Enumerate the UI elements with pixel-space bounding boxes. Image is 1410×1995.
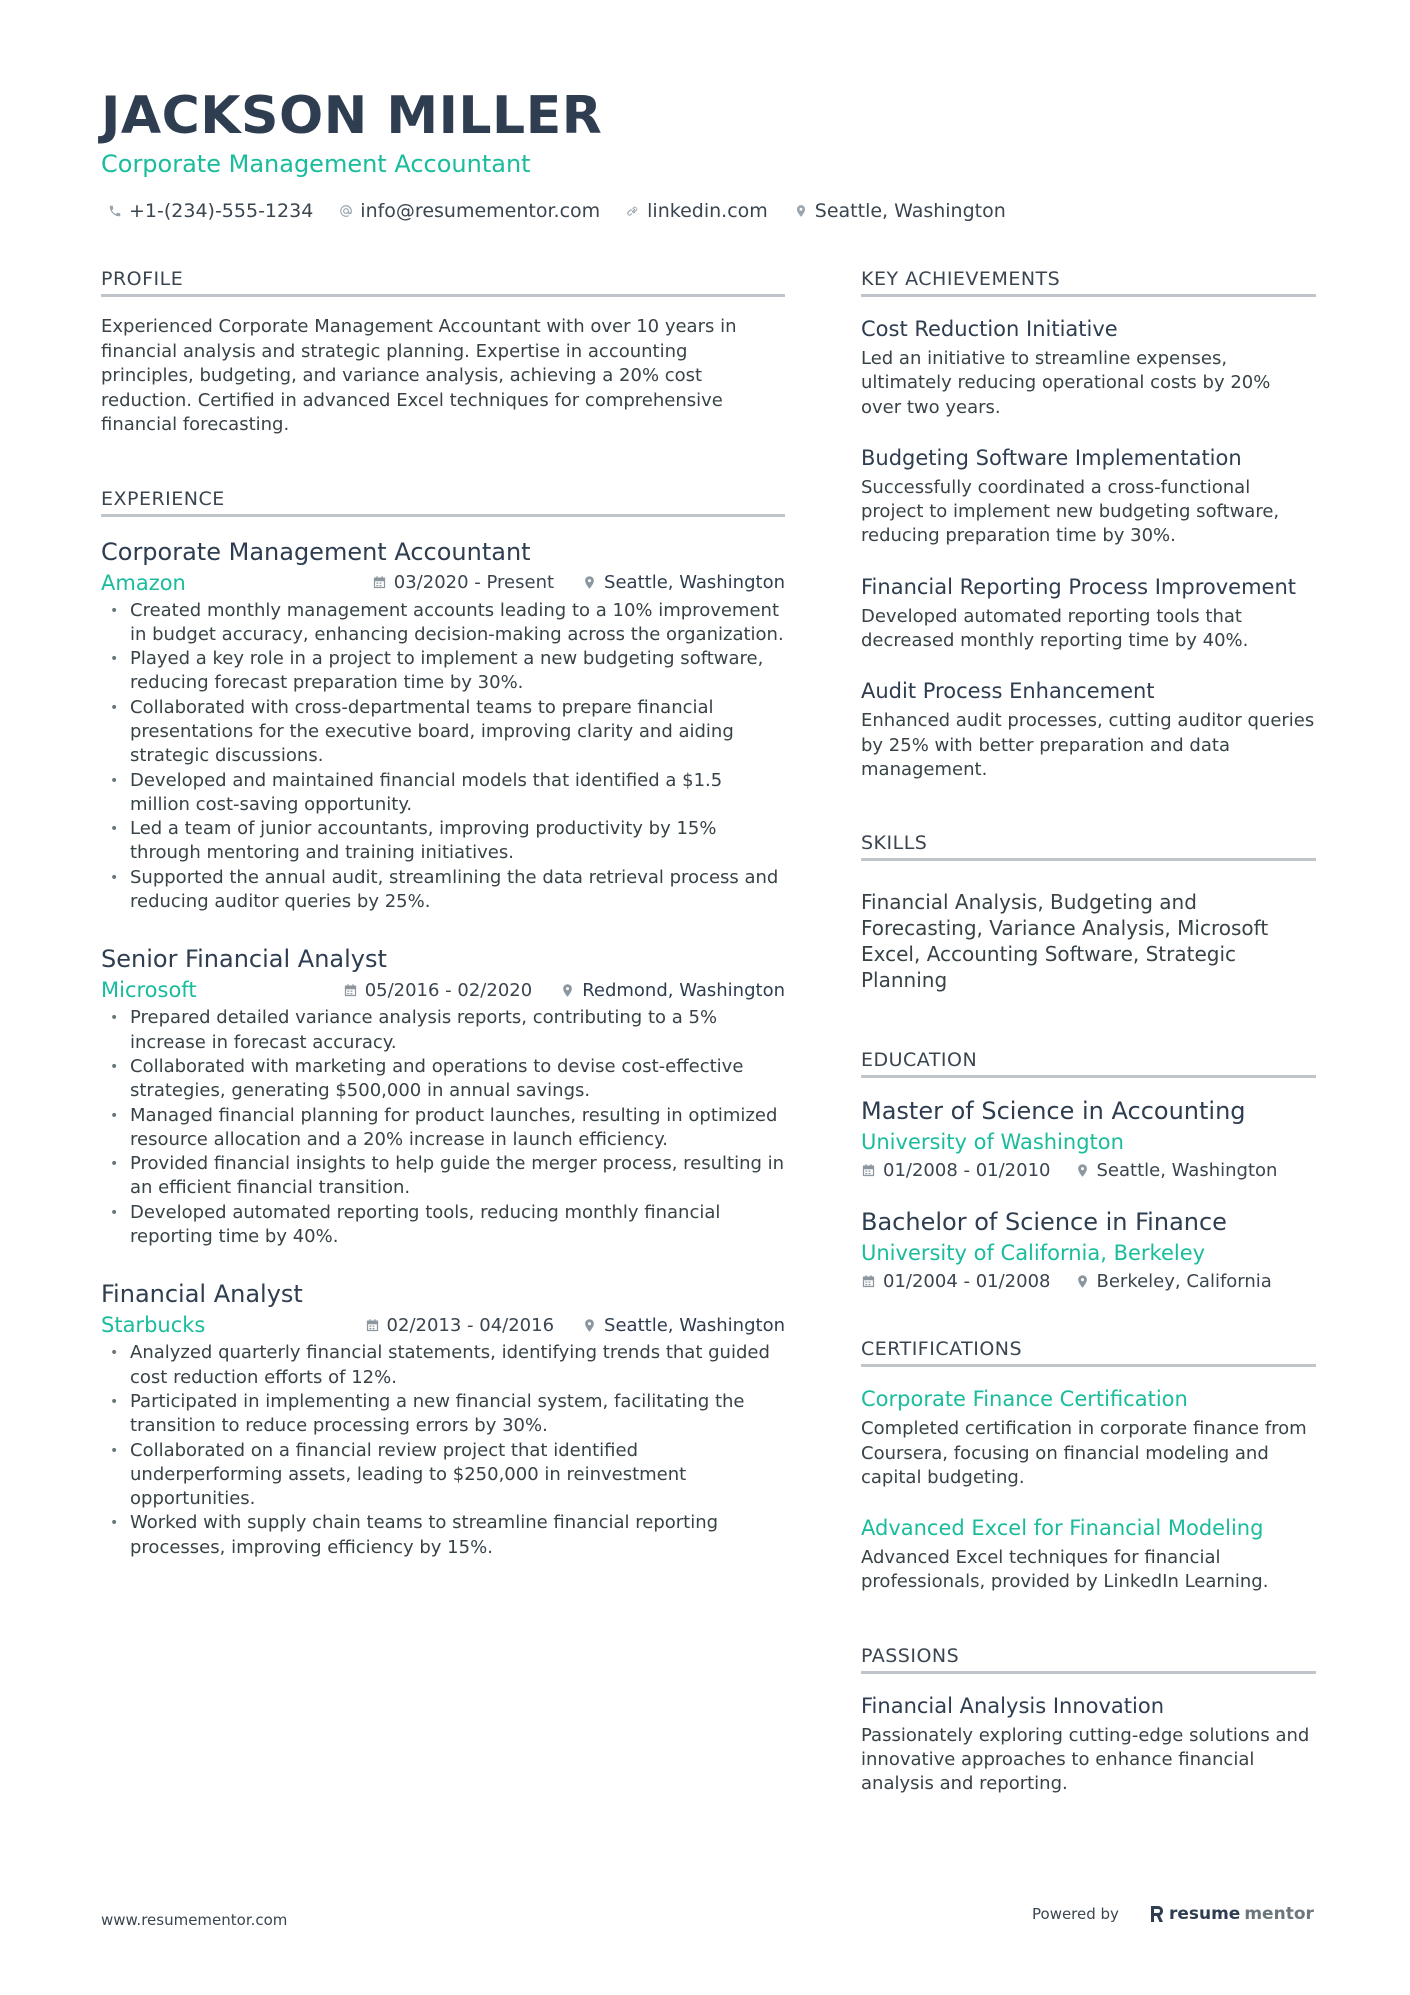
job-company: Microsoft	[101, 978, 197, 1003]
bullet-item: • Analyzed quarterly financial statements, identifying trends that guided cost reduction efforts of 12%.	[101, 1341, 785, 1390]
certification-title: Corporate Finance Certification	[861, 1387, 1188, 1412]
job-location-text: Seattle, Washington	[604, 1314, 785, 1336]
certification-item	[861, 1514, 1316, 1595]
calendar-icon	[365, 1318, 380, 1333]
job-meta-right	[365, 1315, 785, 1336]
achievement-title: Audit Process Enhancement	[861, 679, 1155, 704]
contact-email[interactable]	[339, 200, 600, 222]
passions-heading: PASSIONS	[861, 1645, 1316, 1674]
education-school: University of Washington	[861, 1130, 1124, 1155]
skills-section	[861, 832, 1316, 993]
right-column	[861, 268, 1316, 1797]
education-section	[861, 1049, 1316, 1292]
experience-heading: EXPERIENCE	[101, 488, 785, 517]
achievements-heading: KEY ACHIEVEMENTS	[861, 268, 1316, 297]
education-dates	[861, 1160, 1051, 1181]
education-location-text: Seattle, Washington	[1096, 1160, 1278, 1182]
left-column	[101, 268, 785, 1582]
job-dates-text: 03/2020 - Present	[393, 572, 555, 593]
link-icon	[626, 204, 640, 218]
education-location	[1075, 1271, 1272, 1292]
job-entry	[101, 1279, 785, 1560]
job-company: Starbucks	[101, 1313, 206, 1338]
bullet-item: • Worked with supply chain teams to streamline financial reporting processes, improving efficiency by 15%.	[101, 1511, 785, 1560]
education-item	[861, 1096, 1316, 1181]
map-pin-icon	[794, 204, 808, 218]
bullet-item: • Collaborated with cross-departmental teams to prepare financial presentations for the executive board, improving clarity and aiding strategic discussions.	[101, 696, 785, 769]
job-role: Corporate Management Accountant	[101, 537, 531, 566]
job-entry	[101, 537, 785, 915]
linkedin-link[interactable]: linkedin.com	[647, 200, 768, 222]
job-meta	[101, 571, 785, 595]
at-icon	[339, 204, 353, 218]
achievement-item	[861, 315, 1316, 420]
bullet-item: • Managed financial planning for product launches, resulting in optimized resource allocation and a 20% increase in launch efficiency.	[101, 1104, 785, 1153]
education-school: University of California, Berkeley	[861, 1241, 1206, 1266]
bullet-item: • Led a team of junior accountants, improving productivity by 15% through mentoring and training initiatives.	[101, 817, 785, 866]
passion-desc: Passionately exploring cutting-edge solutions and innovative approaches to enhance financial analysis and reporting.	[861, 1724, 1310, 1795]
certification-desc: Completed certification in corporate finance from Coursera, focusing on financial modeling and capital budgeting.	[861, 1418, 1307, 1488]
bullet-item: • Developed automated reporting tools, reducing monthly financial reporting time by 40%.	[101, 1201, 785, 1250]
passions-section	[861, 1645, 1316, 1797]
achievement-title: Budgeting Software Implementation	[861, 445, 1242, 470]
phone-text: +1-(234)-555-1234	[129, 200, 314, 222]
brand-name-part1: resume	[1168, 1904, 1241, 1924]
calendar-icon	[372, 575, 387, 590]
bullet-item: • Prepared detailed variance analysis reports, contributing to a 5% increase in forecast accuracy.	[101, 1006, 785, 1055]
candidate-name: JACKSON MILLER	[101, 86, 603, 146]
footer-powered	[1032, 1904, 1314, 1924]
candidate-title: Corporate Management Accountant	[101, 150, 531, 178]
contact-phone	[108, 200, 313, 222]
resumementor-logo-icon	[1149, 1904, 1165, 1924]
job-bullets	[101, 1006, 785, 1249]
education-dates	[861, 1271, 1051, 1292]
skills-text: Financial Analysis, Budgeting and Forecasting, Variance Analysis, Microsoft Excel, Accounting Software, Strategic Planning	[861, 890, 1269, 993]
certification-title: Advanced Excel for Financial Modeling	[861, 1516, 1264, 1541]
bullet-item: • Participated in implementing a new financial system, facilitating the transition to reduce processing errors by 30%.	[101, 1390, 785, 1439]
achievement-desc: Successfully coordinated a cross-functional project to implement new budgeting software, reducing preparation time by 30%.	[861, 476, 1280, 547]
achievements-section	[861, 268, 1316, 782]
job-dates-text: 02/2013 - 04/2016	[386, 1314, 555, 1336]
calendar-icon	[861, 1274, 876, 1289]
passion-title: Financial Analysis Innovation	[861, 1693, 1165, 1718]
education-location-text: Berkeley, California	[1096, 1271, 1272, 1293]
map-pin-icon	[560, 983, 575, 998]
calendar-icon	[343, 983, 358, 998]
job-company: Amazon	[101, 570, 186, 595]
achievement-desc: Led an initiative to streamline expenses, ultimately reducing operational costs by 20% over two years.	[861, 348, 1271, 418]
bullet-item: • Provided financial insights to help guide the merger process, resulting in an efficient financial transition.	[101, 1152, 785, 1201]
bullet-item: • Played a key role in a project to implement a new budgeting software, reducing forecast preparation time by 30%.	[101, 647, 785, 696]
education-degree: Bachelor of Science in Finance	[861, 1208, 1227, 1237]
job-bullets	[101, 1341, 785, 1560]
profile-section	[101, 268, 785, 438]
job-meta	[101, 978, 785, 1002]
job-dates	[365, 1315, 555, 1336]
achievement-desc: Enhanced audit processes, cutting auditor queries by 25% with better preparation and data management.	[861, 710, 1315, 780]
job-role: Senior Financial Analyst	[101, 945, 387, 974]
job-dates	[372, 572, 554, 593]
achievement-title: Cost Reduction Initiative	[861, 317, 1118, 341]
profile-text: Experienced Corporate Management Accountant with over 10 years in financial analysis and strategic planning. Expertise in accounting principles, budgeting, and variance analysis, achieving a 20% cost reduction. Certified in advanced Excel techniques for comprehensive financial forecasting.	[101, 316, 737, 435]
job-location	[560, 980, 785, 1001]
job-dates-text: 05/2016 - 02/2020	[364, 979, 533, 1001]
contact-bar	[108, 200, 1006, 222]
job-entry	[101, 944, 785, 1249]
map-pin-icon	[582, 575, 597, 590]
experience-section	[101, 488, 785, 1561]
job-meta-right	[372, 572, 785, 593]
job-meta-right	[343, 980, 785, 1001]
skills-heading: SKILLS	[861, 832, 1316, 861]
map-pin-icon	[1075, 1163, 1090, 1178]
map-pin-icon	[1075, 1274, 1090, 1289]
bullet-item: • Collaborated on a financial review project that identified underperforming assets, leading to $250,000 in reinvestment opportunities.	[101, 1439, 785, 1512]
location-text: Seattle, Washington	[814, 200, 1006, 222]
email-link[interactable]: info@resumementor.com	[360, 200, 601, 222]
profile-heading: PROFILE	[101, 268, 785, 297]
education-meta	[861, 1160, 1316, 1181]
education-dates-text: 01/2008 - 01/2010	[883, 1160, 1051, 1182]
certification-item	[861, 1385, 1316, 1490]
calendar-icon	[861, 1163, 876, 1178]
job-role: Financial Analyst	[101, 1280, 303, 1309]
achievement-item	[861, 444, 1316, 549]
brand-logo[interactable]	[1149, 1904, 1314, 1924]
education-dates-text: 01/2004 - 01/2008	[883, 1271, 1051, 1293]
education-heading: EDUCATION	[861, 1049, 1316, 1078]
certifications-heading: CERTIFICATIONS	[861, 1338, 1316, 1367]
education-meta	[861, 1271, 1316, 1292]
passion-item	[861, 1692, 1316, 1797]
bullet-item: • Supported the annual audit, streamlining the data retrieval process and reducing auditor queries by 25%.	[101, 866, 785, 915]
education-item	[861, 1207, 1316, 1292]
achievement-item	[861, 573, 1316, 654]
job-location	[582, 572, 785, 593]
contact-location	[794, 200, 1006, 222]
contact-linkedin[interactable]	[626, 200, 768, 222]
phone-icon	[108, 204, 122, 218]
achievement-item	[861, 677, 1316, 782]
certifications-section	[861, 1338, 1316, 1594]
job-location	[582, 1315, 785, 1336]
job-bullets	[101, 599, 785, 915]
achievement-title: Financial Reporting Process Improvement	[861, 574, 1297, 599]
job-location-text: Seattle, Washington	[604, 572, 785, 593]
education-degree: Master of Science in Accounting	[861, 1097, 1246, 1126]
achievement-desc: Developed automated reporting tools that decreased monthly reporting time by 40%.	[861, 605, 1249, 652]
brand-name-part2: mentor	[1244, 1904, 1314, 1924]
education-location	[1075, 1160, 1278, 1181]
job-meta	[101, 1313, 785, 1337]
map-pin-icon	[582, 1318, 597, 1333]
bullet-item: • Developed and maintained financial models that identified a $1.5 million cost-saving opportunity.	[101, 769, 785, 818]
job-dates	[343, 980, 533, 1001]
certification-desc: Advanced Excel techniques for financial professionals, provided by LinkedIn Learning.	[861, 1547, 1269, 1593]
powered-by-label: Powered by	[1032, 1905, 1119, 1923]
footer-website[interactable]: www.resumementor.com	[101, 1911, 288, 1929]
job-location-text: Redmond, Washington	[582, 979, 785, 1001]
bullet-item: • Collaborated with marketing and operations to devise cost-effective strategies, generating $500,000 in annual savings.	[101, 1055, 785, 1104]
bullet-item: • Created monthly management accounts leading to a 10% improvement in budget accuracy, enhancing decision-making across the organization.	[101, 599, 785, 648]
